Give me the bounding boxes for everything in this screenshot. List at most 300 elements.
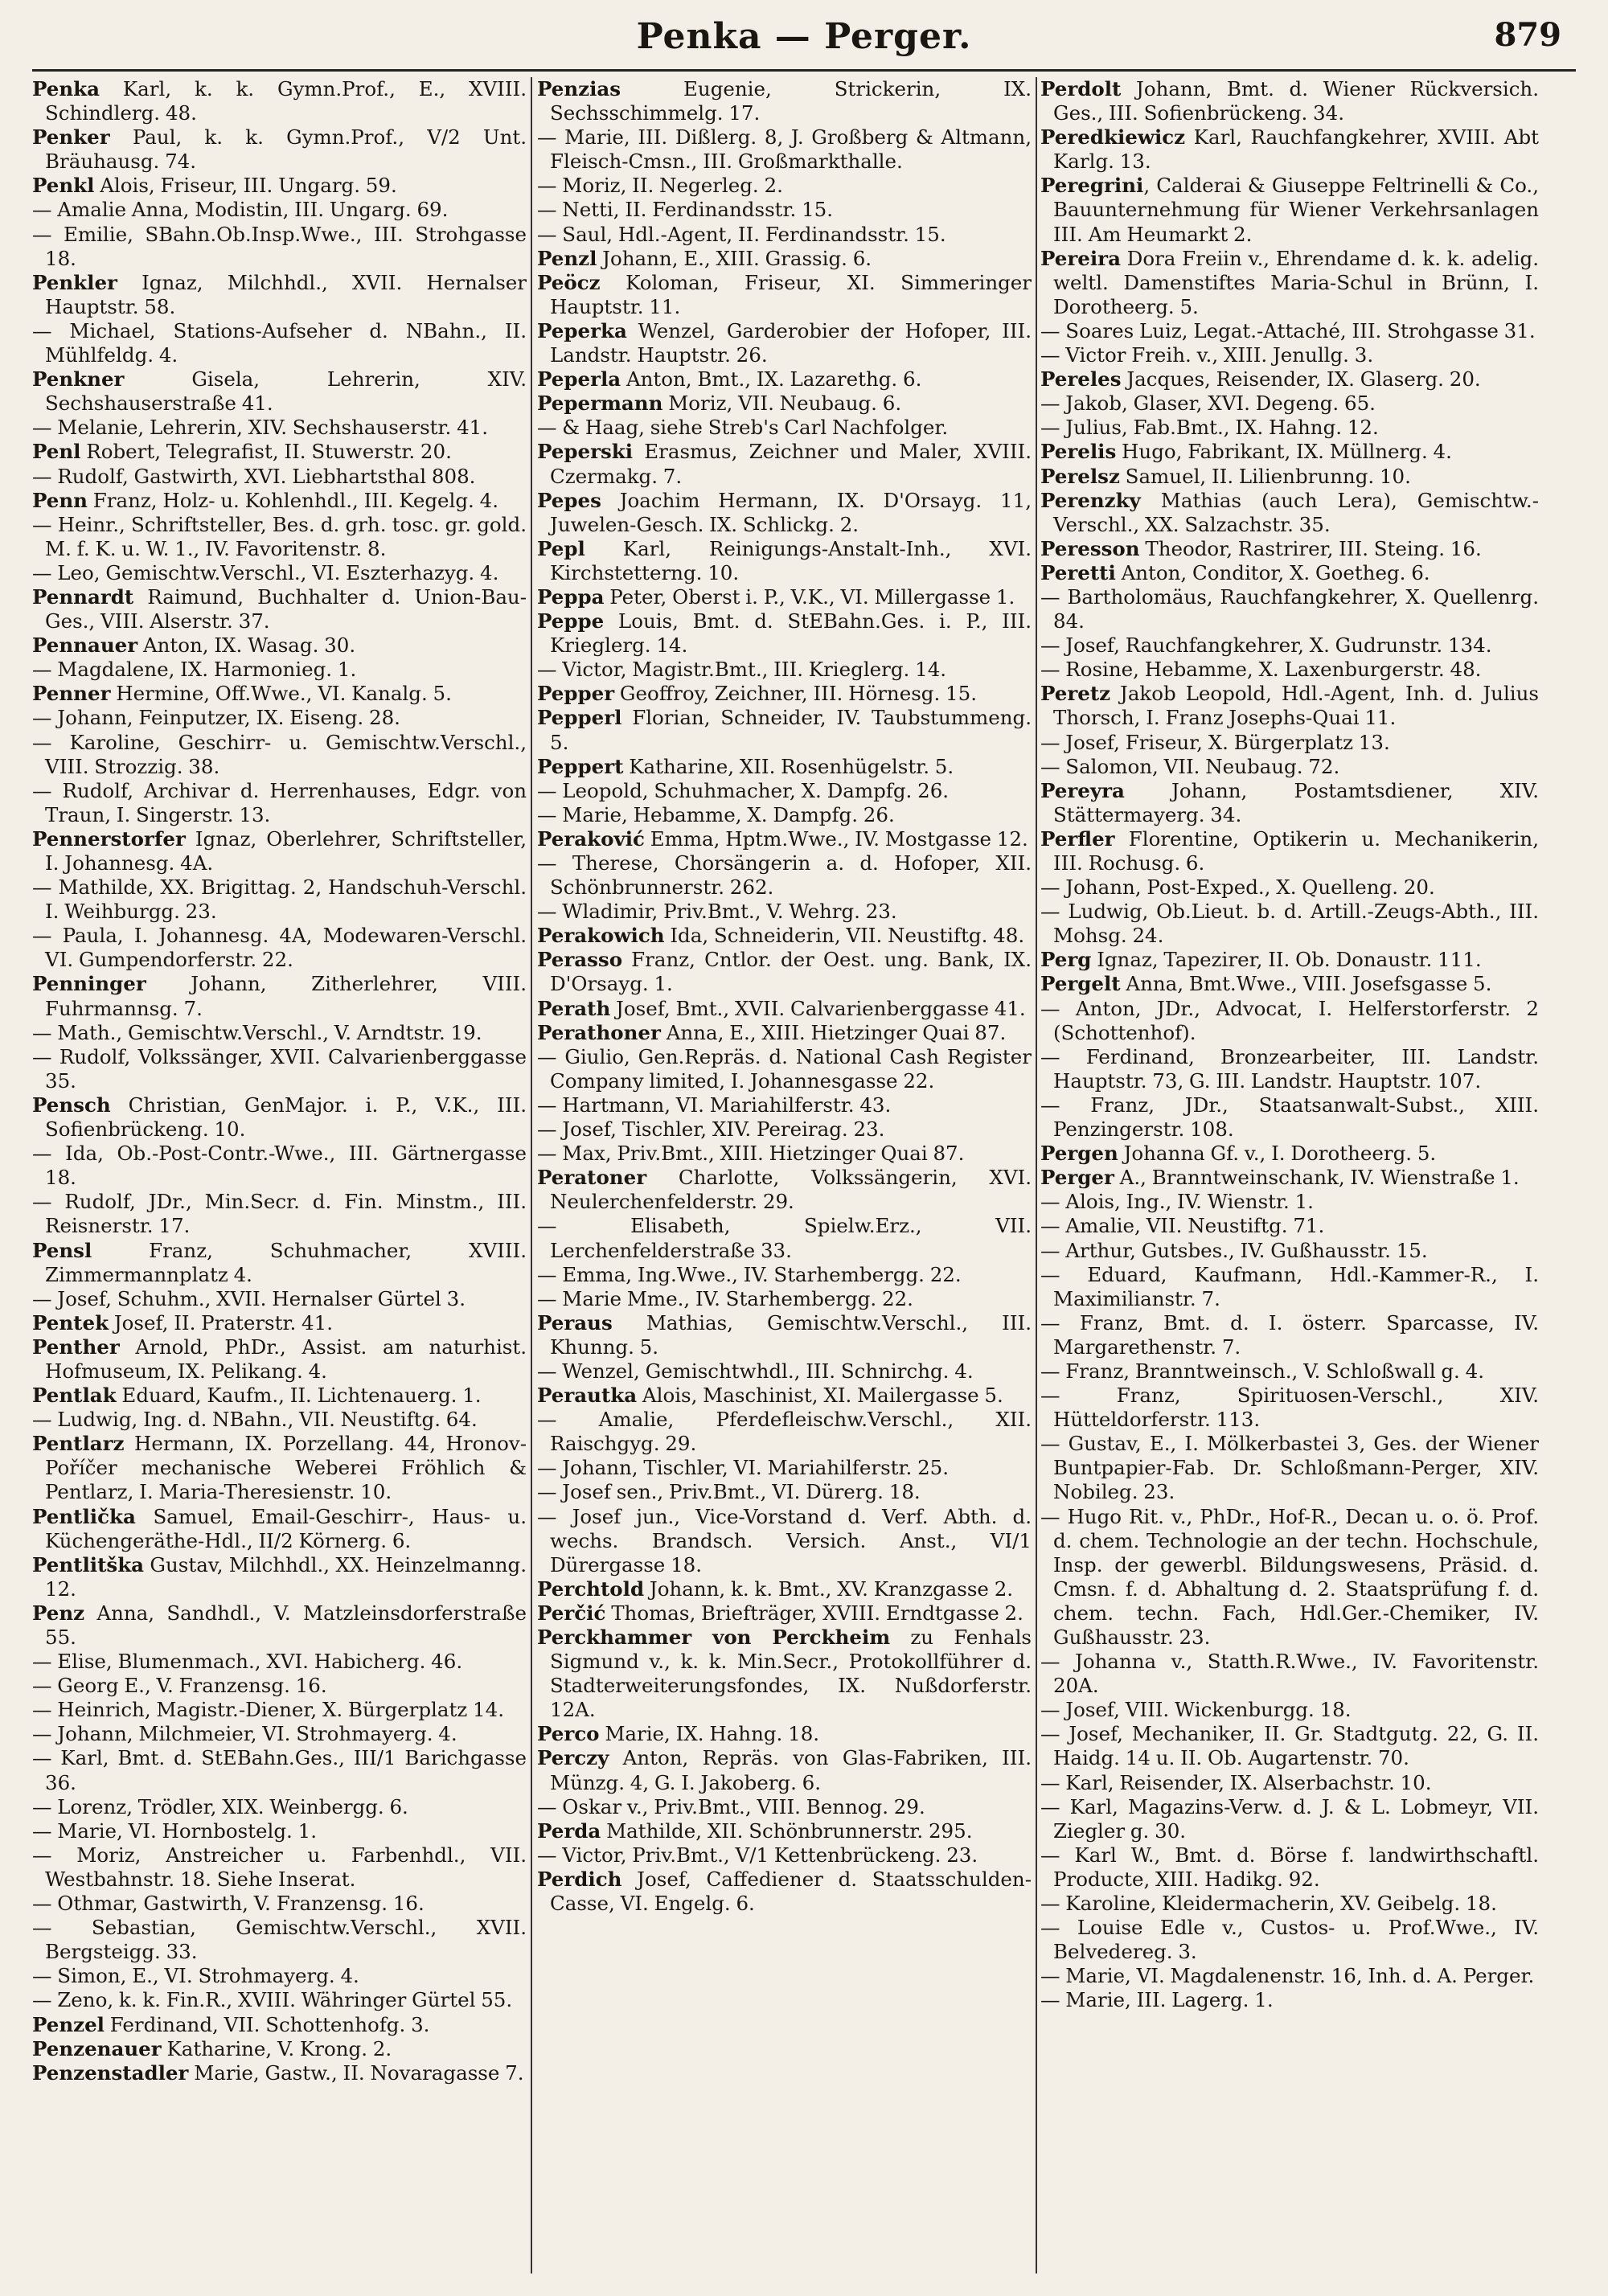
directory-entry <box>32 972 527 1020</box>
directory-entry <box>1040 1190 1539 1214</box>
directory-entry <box>537 77 1032 125</box>
directory-entry <box>32 827 527 875</box>
entry-text: — Rudolf, Volkssänger, XVII. Calvarienberggasse 35. <box>32 1044 527 1093</box>
entry-text: Mathias, Gemischtw.Verschl., III. Khunng. 5. <box>550 1310 1032 1359</box>
entry-text: Katharine, V. Krong. 2. <box>161 2036 392 2060</box>
directory-entry <box>32 1287 527 1311</box>
entry-text: Franz, Holz- u. Kohlenhdl., III. Kegelg. 4. <box>87 488 498 512</box>
entry-text: — Saul, Hdl.-Agent, II. Ferdinandsstr. 15. <box>537 222 946 246</box>
header-rule <box>32 69 1576 72</box>
entry-surname: Perda <box>537 1818 601 1843</box>
entry-text: Erasmus, Zeichner und Maler, XVIII. Czermakg. 7. <box>550 440 1032 488</box>
directory-entry <box>537 319 1032 367</box>
directory-entry <box>1040 1311 1539 1359</box>
directory-entry <box>1040 827 1539 875</box>
entry-text: Franz, Cntlor. der Oest. ung. Bank, IX. D'Orsayg. 1. <box>550 948 1032 996</box>
entry-text: — Jakob, Glaser, XVI. Degeng. 65. <box>1040 392 1376 416</box>
directory-entry <box>32 319 527 367</box>
directory-entry <box>537 682 1032 706</box>
directory-entry <box>32 513 527 561</box>
directory-entry <box>537 1311 1032 1359</box>
entry-surname: Penkler <box>32 270 117 294</box>
directory-entry <box>32 585 527 633</box>
entry-surname: Perautka <box>537 1384 638 1408</box>
entry-surname: Perčić <box>537 1601 606 1625</box>
entry-text: — Eduard, Kaufmann, Hdl.-Kammer-R., I. Maximilianstr. 7. <box>1040 1262 1539 1310</box>
directory-entry <box>537 997 1032 1021</box>
directory-entry <box>32 367 527 416</box>
directory-entry <box>32 1021 527 1045</box>
entry-surname: Pennerstorfer <box>32 826 186 851</box>
directory-entry <box>1040 392 1539 416</box>
directory-entry <box>537 1093 1032 1117</box>
directory-entry <box>537 125 1032 174</box>
entry-text: — Magdalene, IX. Harmonieg. 1. <box>32 658 357 682</box>
directory-entry <box>537 174 1032 198</box>
entry-text: Paul, k. k. Gymn.Prof., V/2 Unt. Bräuhausg. 74. <box>45 125 527 174</box>
entry-text: — Arthur, Gutsbes., IV. Gußhausstr. 15. <box>1040 1238 1428 1262</box>
entry-surname: Peppa <box>537 584 605 609</box>
directory-entry <box>1040 1916 1539 1964</box>
entry-text: — Franz, Bmt. d. I. österr. Sparcasse, IV. Margarethenstr. 7. <box>1040 1310 1539 1359</box>
entry-text: A., Branntweinschank, IV. Wienstraße 1. <box>1114 1166 1520 1190</box>
directory-entry <box>32 1698 527 1722</box>
directory-entry <box>32 1964 527 1988</box>
entry-text: — Ludwig, Ob.Lieut. b. d. Artill.-Zeugs-Abth., III. Mohsg. 24. <box>1040 900 1539 948</box>
entry-text: — Rudolf, Archivar d. Herrenhauses, Edgr. von Traun, I. Singerstr. 13. <box>32 778 527 826</box>
entry-text: Joachim Hermann, IX. D'Orsayg. 11, Juwelen-Gesch. IX. Schlickg. 2. <box>550 488 1032 536</box>
entry-text: — Victor Freih. v., XIII. Jenullg. 3. <box>1040 343 1374 367</box>
entry-text: — Josef, Tischler, XIV. Pereirag. 23. <box>537 1117 885 1142</box>
directory-entry <box>1040 343 1539 367</box>
entry-text: — Alois, Ing., IV. Wienstr. 1. <box>1040 1190 1314 1214</box>
entry-text: Theodor, Rastrirer, III. Steing. 16. <box>1139 536 1482 560</box>
directory-entry <box>32 1601 527 1650</box>
directory-entry <box>32 1335 527 1384</box>
directory-entry <box>1040 319 1539 343</box>
directory-entry <box>537 1142 1032 1166</box>
entry-text: — Marie, III. Lagerg. 1. <box>1040 1988 1274 2012</box>
entry-text: Peter, Oberst i. P., V.K., VI. Millergasse 1. <box>604 584 1015 609</box>
directory-entry <box>32 1746 527 1794</box>
entry-text: — Karl, Bmt. d. StEBahn.Ges., III/1 Barichgasse 36. <box>32 1746 527 1794</box>
entry-surname: Peresson <box>1040 536 1140 560</box>
entry-text: — Salomon, VII. Neubaug. 72. <box>1040 754 1340 778</box>
directory-entry <box>1040 585 1539 633</box>
directory-entry <box>1040 537 1539 561</box>
entry-text: — Soares Luiz, Legat.-Attaché, III. Strohgasse 31. <box>1040 318 1536 342</box>
directory-entry <box>1040 1093 1539 1142</box>
entry-surname: Peraković <box>537 826 645 851</box>
directory-entry <box>537 803 1032 827</box>
entry-text: — Johann, Tischler, VI. Mariahilferstr. 25. <box>537 1456 950 1480</box>
directory-entry <box>32 682 527 706</box>
entry-text: Ida, Schneiderin, VII. Neustiftg. 48. <box>664 924 1025 948</box>
entry-text: — Heinrich, Magistr.-Diener, X. Bürgerplatz 14. <box>32 1698 504 1722</box>
directory-entry <box>537 1480 1032 1504</box>
directory-entry <box>1040 1843 1539 1892</box>
directory-entry <box>1040 972 1539 996</box>
entry-text: — Franz, JDr., Staatsanwalt-Subst., XIII. Penzingerstr. 108. <box>1040 1093 1539 1142</box>
directory-entry <box>32 1384 527 1408</box>
entry-text: — Lorenz, Trödler, XIX. Weinbergg. 6. <box>32 1794 408 1818</box>
entry-text: Karl, Reinigungs-Anstalt-Inh., XVI. Kirchstetterng. 10. <box>550 536 1032 584</box>
entry-surname: Peperka <box>537 318 627 342</box>
directory-entry <box>32 125 527 174</box>
directory-entry <box>1040 1892 1539 1916</box>
entry-surname: Perg <box>1040 948 1092 972</box>
entry-text: — Rudolf, Gastwirth, XVI. Liebhartsthal 808. <box>32 464 476 488</box>
directory-entry <box>537 489 1032 537</box>
entry-text: — Emilie, SBahn.Ob.Insp.Wwe., III. Strohgasse 18. <box>32 222 527 270</box>
directory-entry <box>537 1843 1032 1868</box>
entry-text: Dora Freiin v., Ehrendame d. k. k. adelig. weltl. Damenstiftes Maria-Schul in Brünn, I. Dorotheerg. 5. <box>1053 246 1539 318</box>
entry-text: — Karl W., Bmt. d. Börse f. landwirthschaftl. Producte, XIII. Hadikg. 92. <box>1040 1843 1539 1891</box>
directory-entry <box>32 465 527 489</box>
entry-text: — Josef, VIII. Wickenburgg. 18. <box>1040 1698 1352 1722</box>
directory-entry <box>32 1142 527 1190</box>
entry-text: Mathias (auch Lera), Gemischtw.-Verschl., XX. Salzachstr. 35. <box>1053 488 1539 536</box>
directory-entry <box>1040 1359 1539 1384</box>
entry-surname: Perfler <box>1040 826 1115 851</box>
entry-surname: Peperski <box>537 440 634 464</box>
entry-surname: Penzenauer <box>32 2036 162 2060</box>
entry-text: Alois, Friseur, III. Ungarg. 59. <box>94 174 397 198</box>
entry-surname: Pereira <box>1040 246 1121 270</box>
entry-text: Eugenie, Strickerin, IX. Sechsschimmelg. 17. <box>550 77 1032 125</box>
directory-entry <box>537 1868 1032 1916</box>
entry-surname: Penther <box>32 1335 120 1359</box>
column-2 <box>537 77 1032 2273</box>
entry-text: Florian, Schneider, IV. Taubstummeng. 5. <box>550 706 1032 754</box>
entry-text: — Wladimir, Priv.Bmt., V. Wehrg. 23. <box>537 900 897 924</box>
entry-surname: Penkl <box>32 174 95 198</box>
directory-entry <box>32 1190 527 1238</box>
entry-text: Anna, E., XIII. Hietzinger Quai 87. <box>660 1020 1007 1044</box>
entry-text: — Amalie, Pferdefleischw.Verschl., XII. Raischgyg. 29. <box>537 1408 1032 1456</box>
entry-text: Katharine, XII. Rosenhügelstr. 5. <box>623 754 954 778</box>
directory-entry <box>537 1287 1032 1311</box>
entry-text: — Simon, E., VI. Strohmayerg. 4. <box>32 1964 359 1988</box>
directory-entry <box>32 77 527 125</box>
directory-entry <box>537 1408 1032 1456</box>
directory-entry <box>1040 1263 1539 1311</box>
directory-entry <box>1040 1988 1539 2012</box>
entry-surname: Perco <box>537 1722 600 1746</box>
directory-entry <box>1040 247 1539 319</box>
directory-entry <box>537 609 1032 658</box>
directory-entry <box>537 851 1032 900</box>
entry-text: — Marie, VI. Magdalenenstr. 16, Inh. d. A. Perger. <box>1040 1964 1535 1988</box>
directory-entry <box>1040 1771 1539 1795</box>
entry-surname: Pentek <box>32 1310 109 1335</box>
directory-entry <box>32 1988 527 2012</box>
directory-entry <box>1040 77 1539 125</box>
directory-entry <box>32 223 527 271</box>
entry-surname: Pergen <box>1040 1142 1118 1166</box>
entry-text: Marie, Gastw., II. Novaragasse 7. <box>188 2060 524 2085</box>
directory-entry <box>537 1505 1032 1577</box>
directory-entry <box>1040 731 1539 755</box>
entry-surname: Penker <box>32 125 110 150</box>
directory-entry <box>32 1311 527 1335</box>
directory-entry <box>32 731 527 779</box>
directory-entry <box>537 1746 1032 1794</box>
entry-text: Johann, Zitherlehrer, VIII. Fuhrmannsg. 7. <box>45 972 527 1020</box>
entry-text: — Marie Mme., IV. Starhembergg. 22. <box>537 1286 913 1310</box>
entry-surname: Perdich <box>537 1867 622 1891</box>
directory-entry <box>537 271 1032 319</box>
entry-text: — Zeno, k. k. Fin.R., XVIII. Währinger Gürtel 55. <box>32 1988 513 2012</box>
directory-entry <box>32 440 527 464</box>
entry-text: — & Haag, siehe Streb's Carl Nachfolger. <box>537 416 949 440</box>
directory-entry <box>32 1239 527 1287</box>
entry-text: Karl, Rauchfangkehrer, XVIII. Abt Karlg. 13. <box>1053 125 1539 174</box>
directory-entry <box>1040 1045 1539 1093</box>
entry-text: Mathilde, XII. Schönbrunnerstr. 295. <box>601 1818 973 1843</box>
directory-entry <box>537 1166 1032 1214</box>
entry-text: Ferdinand, VII. Schottenhofg. 3. <box>104 2012 430 2036</box>
directory-entry <box>537 1263 1032 1287</box>
entry-surname: Pepl <box>537 536 585 560</box>
directory-entry <box>32 1819 527 1843</box>
directory-entry <box>32 924 527 972</box>
entry-text: — Karl, Magazins-Verw. d. J. & L. Lobmeyr, VII. Ziegler g. 30. <box>1040 1794 1539 1843</box>
entry-text: Josef, Caffediener d. Staatsschulden-Casse, VI. Engelg. 6. <box>550 1867 1032 1916</box>
entry-text: Ignaz, Oberlehrer, Schriftsteller, I. Johannesg. 4A. <box>45 826 527 875</box>
entry-surname: Peöcz <box>537 270 601 294</box>
entry-surname: Peretti <box>1040 560 1116 584</box>
entry-text: Josef, Bmt., XVII. Calvarienberggasse 41. <box>610 996 1026 1020</box>
entry-surname: Perelis <box>1040 440 1117 464</box>
directory-entry <box>1040 416 1539 440</box>
directory-entry <box>537 1577 1032 1601</box>
entry-surname: Pepes <box>537 488 601 512</box>
entry-text: — Othmar, Gastwirth, V. Franzensg. 16. <box>32 1892 425 1916</box>
entry-text: — Amalie Anna, Modistin, III. Ungarg. 69. <box>32 198 449 222</box>
entry-surname: Perasso <box>537 948 623 972</box>
entry-text: Alois, Maschinist, XI. Mailergasse 5. <box>637 1384 1003 1408</box>
entry-text: — Karoline, Geschirr- u. Gemischtw.Verschl., VIII. Strozzig. 38. <box>32 730 527 778</box>
directory-entry <box>1040 875 1539 900</box>
entry-text: Geoffroy, Zeichner, III. Hörnesg. 15. <box>614 682 978 706</box>
entry-text: — Hartmann, VI. Mariahilferstr. 43. <box>537 1093 892 1117</box>
directory-entry <box>537 1359 1032 1384</box>
entry-text: — Marie, Hebamme, X. Dampfg. 26. <box>537 802 895 826</box>
directory-entry <box>1040 1964 1539 1988</box>
entry-text: — Victor, Priv.Bmt., V/1 Kettenbrückeng. 23. <box>537 1843 978 1867</box>
column-1 <box>32 77 527 2273</box>
entry-text: — Michael, Stations-Aufseher d. NBahn., II. Mühlfeldg. 4. <box>32 318 527 367</box>
entry-text: — Leo, Gemischtw.Verschl., VI. Eszterhazyg. 4. <box>32 560 499 584</box>
directory-entry <box>32 1795 527 1819</box>
entry-surname: Pepper <box>537 682 615 706</box>
entry-surname: Peretz <box>1040 682 1111 706</box>
entry-text: — Oskar v., Priv.Bmt., VIII. Bennog. 29. <box>537 1794 925 1818</box>
entry-surname: Pensl <box>32 1238 92 1262</box>
entry-text: — Anton, JDr., Advocat, I. Helferstorferstr. 2 (Schottenhof). <box>1040 996 1539 1044</box>
entry-text: Gustav, Milchhdl., XX. Heinzelmanng. 12. <box>45 1552 527 1601</box>
directory-entry <box>537 392 1032 416</box>
entry-surname: Peregrini <box>1040 174 1144 198</box>
entry-surname: Perckhammer von Perckheim <box>537 1626 891 1649</box>
entry-text: — Georg E., V. Franzensg. 16. <box>32 1674 327 1698</box>
entry-surname: Perakowich <box>537 924 665 948</box>
entry-text: — Heinr., Schriftsteller, Bes. d. grh. tosc. gr. gold. M. f. K. u. W. 1., IV. Favoritenstr. 8. <box>32 512 527 560</box>
entry-surname: Penn <box>32 488 88 512</box>
directory-entry <box>1040 633 1539 658</box>
directory-entry <box>32 1408 527 1432</box>
entry-text: — Josef, Friseur, X. Bürgerplatz 13. <box>1040 730 1390 754</box>
directory-entry <box>1040 755 1539 779</box>
entry-text: Hermine, Off.Wwe., VI. Kanalg. 5. <box>110 682 452 706</box>
directory-entry <box>32 561 527 585</box>
entry-text: — Josef jun., Vice-Vorstand d. Verf. Abth. d. wechs. Brandsch. Versich. Anst., VI/1 Dürergasse 18. <box>537 1504 1032 1576</box>
entry-surname: Perathoner <box>537 1020 661 1044</box>
directory-entry <box>537 900 1032 924</box>
entry-text: — Josef, Mechaniker, II. Gr. Stadtgutg. 22, G. II. Haidg. 14 u. II. Ob. Augartenstr. 70. <box>1040 1722 1539 1770</box>
directory-entry <box>1040 1214 1539 1238</box>
entry-surname: Peratoner <box>537 1166 647 1190</box>
entry-text: Koloman, Friseur, XI. Simmeringer Hauptstr. 11. <box>550 270 1032 318</box>
directory-entry <box>32 706 527 730</box>
entry-text: , Calderai & Giuseppe Feltrinelli & Co., Bauunternehmung für Wiener Verkehrsanlagen III. Am Heumarkt 2. <box>1053 174 1539 246</box>
directory-entry <box>1040 997 1539 1045</box>
entry-text: — Giulio, Gen.Repräs. d. National Cash Register Company limited, I. Johannesgasse 22. <box>537 1044 1032 1093</box>
entry-text: Johanna Gf. v., I. Dorotheerg. 5. <box>1118 1142 1437 1166</box>
directory-entry <box>1040 1239 1539 1263</box>
directory-entry <box>537 924 1032 948</box>
entry-text: Charlotte, Volkssängerin, XVI. Neulerchenfelderstr. 29. <box>550 1166 1032 1214</box>
directory-entry <box>32 416 527 440</box>
entry-surname: Penner <box>32 682 111 706</box>
directory-entry <box>537 223 1032 247</box>
entry-text: Robert, Telegrafist, II. Stuwerstr. 20. <box>80 440 452 464</box>
directory-entry <box>32 2061 527 2085</box>
directory-entry <box>537 1626 1032 1722</box>
entry-surname: Peppe <box>537 609 605 633</box>
directory-entry <box>32 633 527 658</box>
directory-entry <box>537 755 1032 779</box>
entry-surname: Pentlitška <box>32 1552 145 1576</box>
column-3 <box>1040 77 1539 2273</box>
entry-surname: Penz <box>32 1601 85 1625</box>
directory-entry <box>537 1384 1032 1408</box>
entry-text: — Bartholomäus, Rauchfangkehrer, X. Quellenrg. 84. <box>1040 584 1539 633</box>
entry-text: — Mathilde, XX. Brigittag. 2, Handschuh-Verschl. I. Weihburgg. 23. <box>32 875 527 924</box>
entry-surname: Perelsz <box>1040 464 1120 488</box>
entry-text: Anna, Bmt.Wwe., VIII. Josefsgasse 5. <box>1120 972 1492 996</box>
directory-entry <box>32 1916 527 1964</box>
entry-surname: Penka <box>32 77 100 100</box>
entry-text: — Therese, Chorsängerin a. d. Hofoper, XII. Schönbrunnerstr. 262. <box>537 851 1032 900</box>
entry-text: — Victor, Magistr.Bmt., III. Krieglerg. 14. <box>537 658 947 682</box>
directory-entry <box>32 1650 527 1674</box>
entry-text: — Max, Priv.Bmt., XIII. Hietzinger Quai 87. <box>537 1142 965 1166</box>
directory-entry <box>32 2013 527 2037</box>
entry-text: — Amalie, VII. Neustiftg. 71. <box>1040 1214 1325 1238</box>
entry-surname: Penninger <box>32 972 146 996</box>
entry-text: — Gustav, E., I. Mölkerbastei 3, Ges. der Wiener Buntpapier-Fab. Dr. Schloßmann-Perger, XIV. Nobileg. 23. <box>1040 1432 1539 1504</box>
directory-entry <box>32 1505 527 1553</box>
directory-entry <box>32 1892 527 1916</box>
entry-text: — Franz, Spirituosen-Verschl., XIV. Hütteldorferstr. 113. <box>1040 1384 1539 1432</box>
entry-surname: Pentlak <box>32 1384 117 1408</box>
entry-text: Christian, GenMajor. i. P., V.K., III. Sofienbrückeng. 10. <box>45 1093 527 1142</box>
directory-entry <box>1040 1722 1539 1770</box>
entry-text: Louis, Bmt. d. StEBahn.Ges. i. P., III. Krieglerg. 14. <box>550 609 1032 658</box>
directory-entry <box>537 658 1032 682</box>
directory-entry <box>1040 1650 1539 1698</box>
directory-entry <box>32 198 527 222</box>
entry-text: — Melanie, Lehrerin, XIV. Sechshauserstr. 41. <box>32 416 489 440</box>
directory-entry <box>537 367 1032 392</box>
entry-text: — Louise Edle v., Custos- u. Prof.Wwe., IV. Belvedereg. 3. <box>1040 1916 1539 1964</box>
directory-entry <box>32 1843 527 1892</box>
directory-entry <box>537 1214 1032 1262</box>
entry-surname: Pentlička <box>32 1504 136 1528</box>
entry-surname: Penkner <box>32 367 125 392</box>
entry-text: — Johann, Post-Exped., X. Quelleng. 20. <box>1040 875 1435 900</box>
entry-text: — Leopold, Schuhmacher, X. Dampfg. 26. <box>537 778 950 802</box>
directory-entry <box>1040 900 1539 948</box>
directory-entry <box>1040 125 1539 174</box>
directory-entry <box>32 2037 527 2061</box>
entry-surname: Perchtold <box>537 1576 645 1601</box>
directory-entry <box>32 1432 527 1504</box>
entry-text: — Netti, II. Ferdinandsstr. 15. <box>537 198 834 222</box>
entry-text: — Elisabeth, Spielw.Erz., VII. Lerchenfelderstraße 33. <box>537 1214 1032 1262</box>
entry-text: Samuel, Email-Geschirr-, Haus- u. Küchengeräthe-Hdl., II/2 Körnerg. 6. <box>45 1504 527 1552</box>
entry-text: Johann, k. k. Bmt., XV. Kranzgasse 2. <box>644 1576 1014 1601</box>
entry-surname: Penzias <box>537 77 621 100</box>
entry-text: Anton, IX. Wasag. 30. <box>137 633 356 658</box>
entry-text: — Johann, Milchmeier, VI. Strohmayerg. 4. <box>32 1722 457 1746</box>
entry-surname: Pentlarz <box>32 1432 125 1456</box>
directory-entry <box>32 779 527 827</box>
entry-text: Samuel, II. Lilienbrunng. 10. <box>1119 464 1411 488</box>
directory-entry <box>1040 489 1539 537</box>
entry-text: Florentine, Optikerin u. Mechanikerin, III. Rochusg. 6. <box>1053 826 1539 875</box>
entry-text: Eduard, Kaufm., II. Lichtenauerg. 1. <box>116 1384 482 1408</box>
entry-text: Anton, Bmt., IX. Lazarethg. 6. <box>621 367 922 392</box>
entry-text: — Rosine, Hebamme, X. Laxenburgerstr. 48. <box>1040 658 1482 682</box>
entry-text: — Franz, Branntweinsch., V. Schloßwall g. 4. <box>1040 1359 1485 1383</box>
directory-entry <box>537 440 1032 488</box>
page-title: Penka — Perger. <box>636 16 972 57</box>
entry-text: — Johanna v., Statth.R.Wwe., IV. Favoritenstr. 20A. <box>1040 1650 1539 1698</box>
entry-text: Raimund, Buchhalter d. Union-Bau-Ges., VIII. Alserstr. 37. <box>45 584 527 633</box>
entry-surname: Pepperl <box>537 706 622 730</box>
directory-entry <box>1040 1166 1539 1190</box>
directory-entry <box>1040 1142 1539 1166</box>
directory-entry <box>1040 367 1539 392</box>
entry-text: — Rudolf, JDr., Min.Secr. d. Fin. Minstm., III. Reisnerstr. 17. <box>32 1190 527 1238</box>
entry-text: Anton, Conditor, X. Goetheg. 6. <box>1115 560 1430 584</box>
entry-text: Franz, Schuhmacher, XVIII. Zimmermannplatz 4. <box>45 1238 527 1286</box>
directory-entry <box>1040 561 1539 585</box>
entry-surname: Peredkiewicz <box>1040 125 1186 150</box>
entry-text: — Emma, Ing.Wwe., IV. Starhembergg. 22. <box>537 1262 962 1286</box>
directory-entry <box>1040 1384 1539 1432</box>
entry-text: — Karl, Reisender, IX. Alserbachstr. 10. <box>1040 1770 1432 1794</box>
directory-entry <box>1040 948 1539 972</box>
entry-text: Hugo, Fabrikant, IX. Müllnerg. 4. <box>1116 440 1452 464</box>
entry-text: Karl, k. k. Gymn.Prof., E., XVIII. Schindlerg. 48. <box>45 77 527 125</box>
entry-surname: Pennardt <box>32 584 134 609</box>
directory-entry <box>537 247 1032 271</box>
entry-surname: Peperla <box>537 367 621 392</box>
